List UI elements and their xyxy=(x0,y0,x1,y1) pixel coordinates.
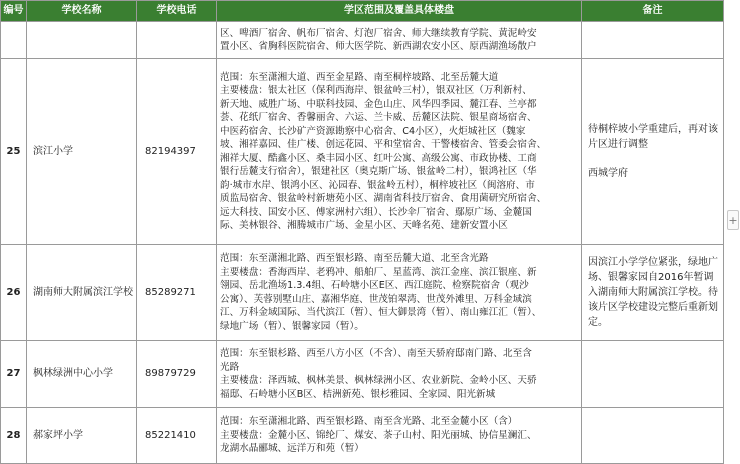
scope-line: 区、啤酒厂宿舍、帆布厂宿舍、灯泡厂宿舍、师大继续教育学院、黄泥岭安 xyxy=(220,27,537,39)
table-body xyxy=(1,22,724,464)
district-scope xyxy=(217,59,582,245)
table-row xyxy=(1,341,724,408)
note xyxy=(582,245,724,341)
scope-line: 质监局宿舍、银盆岭村新塘苑小区、湖南省科技厅宿舍、食用菌研究所宿舍、 xyxy=(220,193,547,204)
scope-line: 湘祥大厦、酷鑫小区、桑丰园小区、红叶公寓、高级公寓、市政协楼、工商 xyxy=(220,152,537,164)
header-note: 备注 xyxy=(582,1,724,22)
note-line: 西城学府 xyxy=(588,168,628,179)
school-name: 湖南师大附属滨江学校 xyxy=(27,245,137,341)
note-line: 因滨江小学学位紧张，绿地广场、银馨家园自2016年暂调入湖南师大附属滨江学校。待该片区学校建设完整后重新划定。 xyxy=(588,257,718,328)
scope-line: 主要楼盘：金麓小区、锦纶厂、煤安、茶子山村、阳光丽城、协信星澜汇、 xyxy=(220,429,537,441)
note xyxy=(582,59,724,245)
header-school-phone: 学校电话 xyxy=(137,1,217,22)
district-scope xyxy=(217,408,582,464)
header-row xyxy=(1,1,724,22)
school-phone: 85289271 xyxy=(137,245,217,341)
scope-line: 荟、花纸厂宿舍、香馨丽舍、六运、兰卡威、岳麓区法院、银星商场宿舍、 xyxy=(220,112,537,123)
scope-line: 江、万科金域国际、当代滨江（暂）、恒大御景湾（暂）、南山雍江汇（暂）、 xyxy=(220,307,542,318)
scope-line: 主要楼盘：泽西城、枫林美景、枫林绿洲小区、农业新院、金岭小区、天骄 xyxy=(220,375,537,386)
scope-line: 龙湖水晶郦城、远洋万和苑（暂） xyxy=(220,443,364,455)
table-row xyxy=(1,408,724,464)
header-num: 编号 xyxy=(1,1,27,22)
school-name: 郝家坪小学 xyxy=(27,408,137,464)
scope-line: 远大科技、国安小区、傅家洲村六组）、长沙伞厂宿舍、鄢原广场、金麓国 xyxy=(220,206,532,218)
note xyxy=(582,408,724,464)
scope-line: 新天地、威胜广场、中联科技园、金色山庄、风华四季园、麓江春、兰亭都 xyxy=(220,98,537,110)
school-phone: 85221410 xyxy=(137,408,217,464)
scope-line: 韵·城市水岸、银鸿小区、沁园春、银盆岭五村），桐梓坡社区（闽溶府、市 xyxy=(220,179,535,191)
scope-line: 福邸、石岭塘小区B区、桔洲新苑、银杉雅园、全家园、阳光新城 xyxy=(220,388,496,400)
scope-line: 范围：东至潇湘北路、西至银杉路、南至岳麓大道、北至含光路 xyxy=(220,253,489,264)
district-scope xyxy=(217,341,582,408)
expand-button[interactable]: + xyxy=(727,210,739,230)
row-number: 27 xyxy=(1,341,27,408)
table-row xyxy=(1,59,724,245)
scope-line: 范围：东至潇湘北路、西至银杉路、南至含光路、北至金麓小区（含） xyxy=(220,416,518,428)
row-number xyxy=(1,22,27,59)
scope-line: 坡、湘祥嘉园、佳广楼、创远花园、平和堂宿舍、干警楼宿舍、管委会宿舍、 xyxy=(220,139,547,150)
school-phone: 82194397 xyxy=(137,59,217,245)
table-row xyxy=(1,22,724,59)
scope-line: 范围：东至银杉路、西至八方小区（不含）、南至天骄府邸南门路、北至含 xyxy=(220,348,532,359)
note xyxy=(582,341,724,408)
scope-line: 公寓）、芙蓉别墅山庄、嘉湘华庭、世茂铂翠湾、世茂外滩里、万科金域滨 xyxy=(220,293,532,305)
school-phone xyxy=(137,22,217,59)
row-number: 25 xyxy=(1,59,27,245)
note-line: 待桐梓坡小学重建后，再对该片区进行调整 xyxy=(588,124,718,150)
header-school-name: 学校名称 xyxy=(27,1,137,22)
note xyxy=(582,22,724,59)
scope-line: 银行岳麓支行宿舍），银建社区（奥克斯广场、银盆岭二村），银鸿社区（华 xyxy=(220,166,537,177)
row-number: 28 xyxy=(1,408,27,464)
note-spacer xyxy=(588,152,720,166)
scope-line: 际、美林银谷、湘腾城市广场、金星小区、天峰名苑、建新安置小区 xyxy=(220,220,508,231)
district-scope xyxy=(217,245,582,341)
school-name: 滨江小学 xyxy=(27,59,137,245)
scope-line: 中医药宿舍、长沙矿产资源勘察中心宿舍、C4小区），火炬城社区（魏家 xyxy=(220,125,526,137)
school-name: 枫林绿洲中心小学 xyxy=(27,341,137,408)
scope-line: 绿地广场（暂）、银馨家园（暂）。 xyxy=(220,320,364,332)
school-name xyxy=(27,22,137,59)
scope-line: 范围：东至潇湘大道、西至金星路、南至桐梓坡路、北至岳麓大道 xyxy=(220,71,499,83)
header-scope: 学区范围及覆盖具体楼盘 xyxy=(217,1,582,22)
scope-line: 翎园、岳北渔场1.3.4组、石岭塘小区E区、西江庭院、检察院宿舍（观沙 xyxy=(220,280,529,291)
scope-line: 置小区、省胸科医院宿舍、师大医学院、新西湖农安小区、原西湖渔场散户 xyxy=(220,41,537,52)
school-phone: 89879729 xyxy=(137,341,217,408)
table-row xyxy=(1,245,724,341)
scope-line: 主要楼盘：银太社区（保利西海岸、银盆岭三村），银双社区（万利新村、 xyxy=(220,85,532,96)
scope-line: 主要楼盘：香海西岸、老鸦冲、船舶厂、星蓝湾、滨江金座、滨江银座、新 xyxy=(220,266,537,278)
district-scope xyxy=(217,22,582,59)
scope-line: 光路 xyxy=(220,361,240,373)
row-number: 26 xyxy=(1,245,27,341)
